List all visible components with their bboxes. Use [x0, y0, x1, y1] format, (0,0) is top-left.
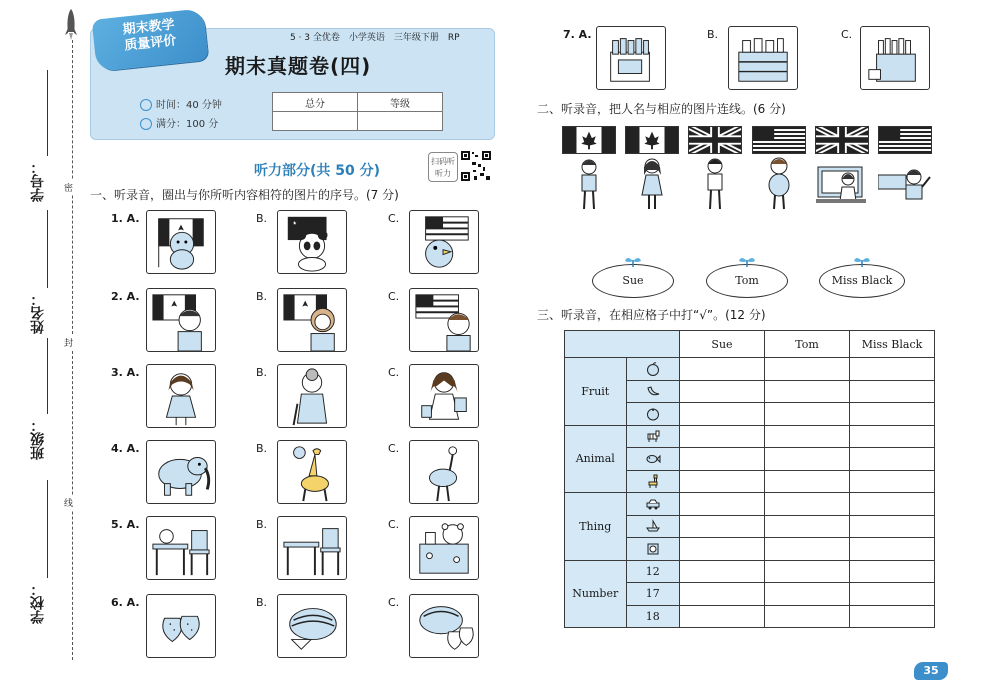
check-cell[interactable] [850, 538, 935, 561]
question-2-c-label: C. [388, 290, 400, 303]
option-6a-strawberries[interactable] [146, 594, 216, 658]
person-boy-3[interactable] [754, 155, 804, 211]
ball-icon [626, 538, 679, 561]
check-table [564, 330, 935, 628]
option-2b-canada-woman[interactable] [277, 288, 347, 352]
person-boy-1[interactable] [564, 155, 614, 211]
flag-uk-1 [688, 126, 742, 154]
option-2c-usa-boy[interactable] [409, 288, 479, 352]
check-cell[interactable] [850, 425, 935, 448]
student-number-field[interactable] [47, 70, 48, 156]
check-circle-icon [140, 118, 152, 130]
option-4c-ostrich[interactable] [409, 440, 479, 504]
check-cell[interactable] [765, 605, 850, 628]
category-fruit: Fruit [565, 358, 627, 426]
qr-caption: 扫码听听力 [428, 152, 458, 182]
option-4a-elephant[interactable] [146, 440, 216, 504]
car-icon [626, 493, 679, 516]
check-cell[interactable] [680, 515, 765, 538]
apple-icon [626, 358, 679, 381]
category-thing: Thing [565, 493, 627, 561]
boat-icon [626, 515, 679, 538]
question-4-c-label: C. [388, 442, 400, 455]
check-cell[interactable] [850, 380, 935, 403]
binding-margin [0, 0, 80, 693]
flag-usa-1 [752, 126, 806, 154]
check-cell[interactable] [765, 448, 850, 471]
sprout-icon [624, 255, 642, 267]
option-5c-toy-box[interactable] [409, 516, 479, 580]
total-score-cell[interactable] [273, 112, 358, 131]
check-cell[interactable] [765, 583, 850, 606]
table-row [565, 425, 935, 448]
question-5-b-label: B. [256, 518, 268, 531]
option-1a-canada-bear[interactable] [146, 210, 216, 274]
check-cell[interactable] [850, 448, 935, 471]
category-animal: Animal [565, 425, 627, 493]
column-sue: Sue [680, 331, 765, 358]
orange-icon [626, 403, 679, 426]
rocket-icon [64, 8, 78, 42]
check-cell[interactable] [850, 560, 935, 583]
question-7-label: 7. A. [563, 28, 592, 41]
question-5-label: 5. A. [111, 518, 140, 531]
table-row [565, 493, 935, 516]
fish-icon [626, 448, 679, 471]
full-marks-text: 满分：100 分 [156, 119, 219, 130]
question-2-b-label: B. [256, 290, 268, 303]
page-number: 35 [914, 662, 948, 680]
person-boy-2[interactable] [690, 155, 740, 211]
option-5b-desk-chair[interactable] [277, 516, 347, 580]
badge-line-1: 期末教学 [122, 17, 176, 38]
check-cell[interactable] [680, 493, 765, 516]
option-7a-crayons[interactable] [596, 26, 666, 90]
question-4-label: 4. A. [111, 442, 140, 455]
check-cell[interactable] [680, 425, 765, 448]
seal-char-mi: 密 [64, 180, 73, 195]
time-info [140, 96, 222, 111]
category-number: Number [565, 560, 627, 628]
check-cell[interactable] [680, 448, 765, 471]
total-score-header: 总分 [273, 93, 358, 112]
option-6b-watermelon[interactable] [277, 594, 347, 658]
badge-line-2: 质量评价 [123, 33, 178, 54]
person-girl[interactable] [627, 155, 677, 211]
question-6-b-label: B. [256, 596, 268, 609]
question-3-label: 3. A. [111, 366, 140, 379]
series-info: 5 · 3 全优卷 小学英语 三年级下册 RP [290, 33, 460, 43]
qr-code-icon[interactable] [460, 150, 492, 182]
number-12: 12 [626, 560, 679, 583]
table-row [565, 560, 935, 583]
grade-header: 等级 [358, 93, 443, 112]
question-1-c-label: C. [388, 212, 400, 225]
person-man-waving[interactable] [878, 155, 934, 211]
check-cell[interactable] [850, 493, 935, 516]
check-cell[interactable] [680, 470, 765, 493]
time-text: 时间：40 分钟 [156, 100, 222, 111]
school-label: 学校： [30, 582, 46, 624]
column-miss-black: Miss Black [850, 331, 935, 358]
check-cell[interactable] [765, 358, 850, 381]
check-cell[interactable] [680, 403, 765, 426]
flag-canada-2 [625, 126, 679, 154]
question-3-c-label: C. [388, 366, 400, 379]
check-cell[interactable] [680, 358, 765, 381]
class-label: 班级： [30, 418, 46, 460]
check-cell[interactable] [680, 560, 765, 583]
option-3a-girl[interactable] [146, 364, 216, 428]
check-cell[interactable] [765, 403, 850, 426]
option-6c-watermelon-strawberry[interactable] [409, 594, 479, 658]
person-teacher-board[interactable] [816, 155, 870, 211]
flag-usa-2 [878, 126, 932, 154]
check-cell[interactable] [680, 583, 765, 606]
check-cell[interactable] [765, 380, 850, 403]
sprout-icon [738, 255, 756, 267]
option-7b-pencil-box[interactable] [728, 26, 798, 90]
number-18: 18 [626, 605, 679, 628]
name-oval-miss-black[interactable] [819, 264, 905, 298]
clock-icon [140, 99, 152, 111]
binding-dashed-line [72, 40, 73, 660]
option-4b-giraffe[interactable] [277, 440, 347, 504]
check-cell[interactable] [765, 425, 850, 448]
check-cell[interactable] [680, 538, 765, 561]
question-7-c-label: C. [841, 28, 853, 41]
section-1-title: 一、听录音，圈出与你所听内容相符的图片的序号。(7 分) [90, 188, 399, 202]
option-2a-canada-boy[interactable] [146, 288, 216, 352]
check-cell[interactable] [765, 515, 850, 538]
question-3-b-label: B. [256, 366, 268, 379]
zebra-icon [626, 425, 679, 448]
option-1b-china-panda[interactable] [277, 210, 347, 274]
name-oval-sue[interactable] [592, 264, 674, 298]
option-3b-grandmother[interactable] [277, 364, 347, 428]
question-5-c-label: C. [388, 518, 400, 531]
table-row [565, 358, 935, 381]
column-tom: Tom [765, 331, 850, 358]
option-5a-desk-chair-bear[interactable] [146, 516, 216, 580]
giraffe-icon [626, 470, 679, 493]
check-cell[interactable] [850, 403, 935, 426]
check-cell[interactable] [765, 493, 850, 516]
student-name-field[interactable] [47, 210, 48, 288]
banana-icon [626, 380, 679, 403]
number-17: 17 [626, 583, 679, 606]
student-name-label: 姓名： [30, 292, 46, 334]
listening-title: 听力部分(共 50 分) [254, 163, 381, 179]
student-number-label: 学号： [30, 160, 46, 202]
flag-uk-2 [815, 126, 869, 154]
question-6-label: 6. A. [111, 596, 140, 609]
name-oval-tom[interactable] [706, 264, 788, 298]
sprout-icon [853, 255, 871, 267]
question-1-label: 1. A. [111, 212, 140, 225]
name-tom: Tom [735, 274, 759, 287]
school-field[interactable] [47, 480, 48, 578]
name-miss-black: Miss Black [831, 274, 893, 287]
option-1c-usa-eagle[interactable] [409, 210, 479, 274]
check-cell[interactable] [680, 380, 765, 403]
check-cell[interactable] [850, 515, 935, 538]
question-4-b-label: B. [256, 442, 268, 455]
seal-char-xian: 线 [64, 495, 73, 510]
grade-cell[interactable] [358, 112, 443, 131]
class-field[interactable] [47, 338, 48, 414]
full-marks-info [140, 115, 218, 130]
table-corner [565, 331, 680, 358]
option-3c-woman-bag[interactable] [409, 364, 479, 428]
question-1-b-label: B. [256, 212, 268, 225]
page-title: 期末真题卷(四) [225, 54, 372, 78]
option-7c-crayon-jar[interactable] [860, 26, 930, 90]
flag-canada-1 [562, 126, 616, 154]
question-2-label: 2. A. [111, 290, 140, 303]
section-3-title: 三、听录音，在相应格子中打“√”。(12 分) [537, 308, 766, 322]
check-cell[interactable] [850, 358, 935, 381]
check-cell[interactable] [850, 470, 935, 493]
section-2-title: 二、听录音，把人名与相应的图片连线。(6 分) [537, 102, 786, 116]
question-7-b-label: B. [707, 28, 719, 41]
check-cell[interactable] [765, 470, 850, 493]
check-cell[interactable] [850, 605, 935, 628]
check-cell[interactable] [850, 583, 935, 606]
name-sue: Sue [622, 274, 644, 287]
seal-char-feng: 封 [64, 335, 73, 350]
score-table [272, 92, 443, 131]
question-6-c-label: C. [388, 596, 400, 609]
check-cell[interactable] [680, 605, 765, 628]
check-cell[interactable] [765, 538, 850, 561]
check-cell[interactable] [765, 560, 850, 583]
